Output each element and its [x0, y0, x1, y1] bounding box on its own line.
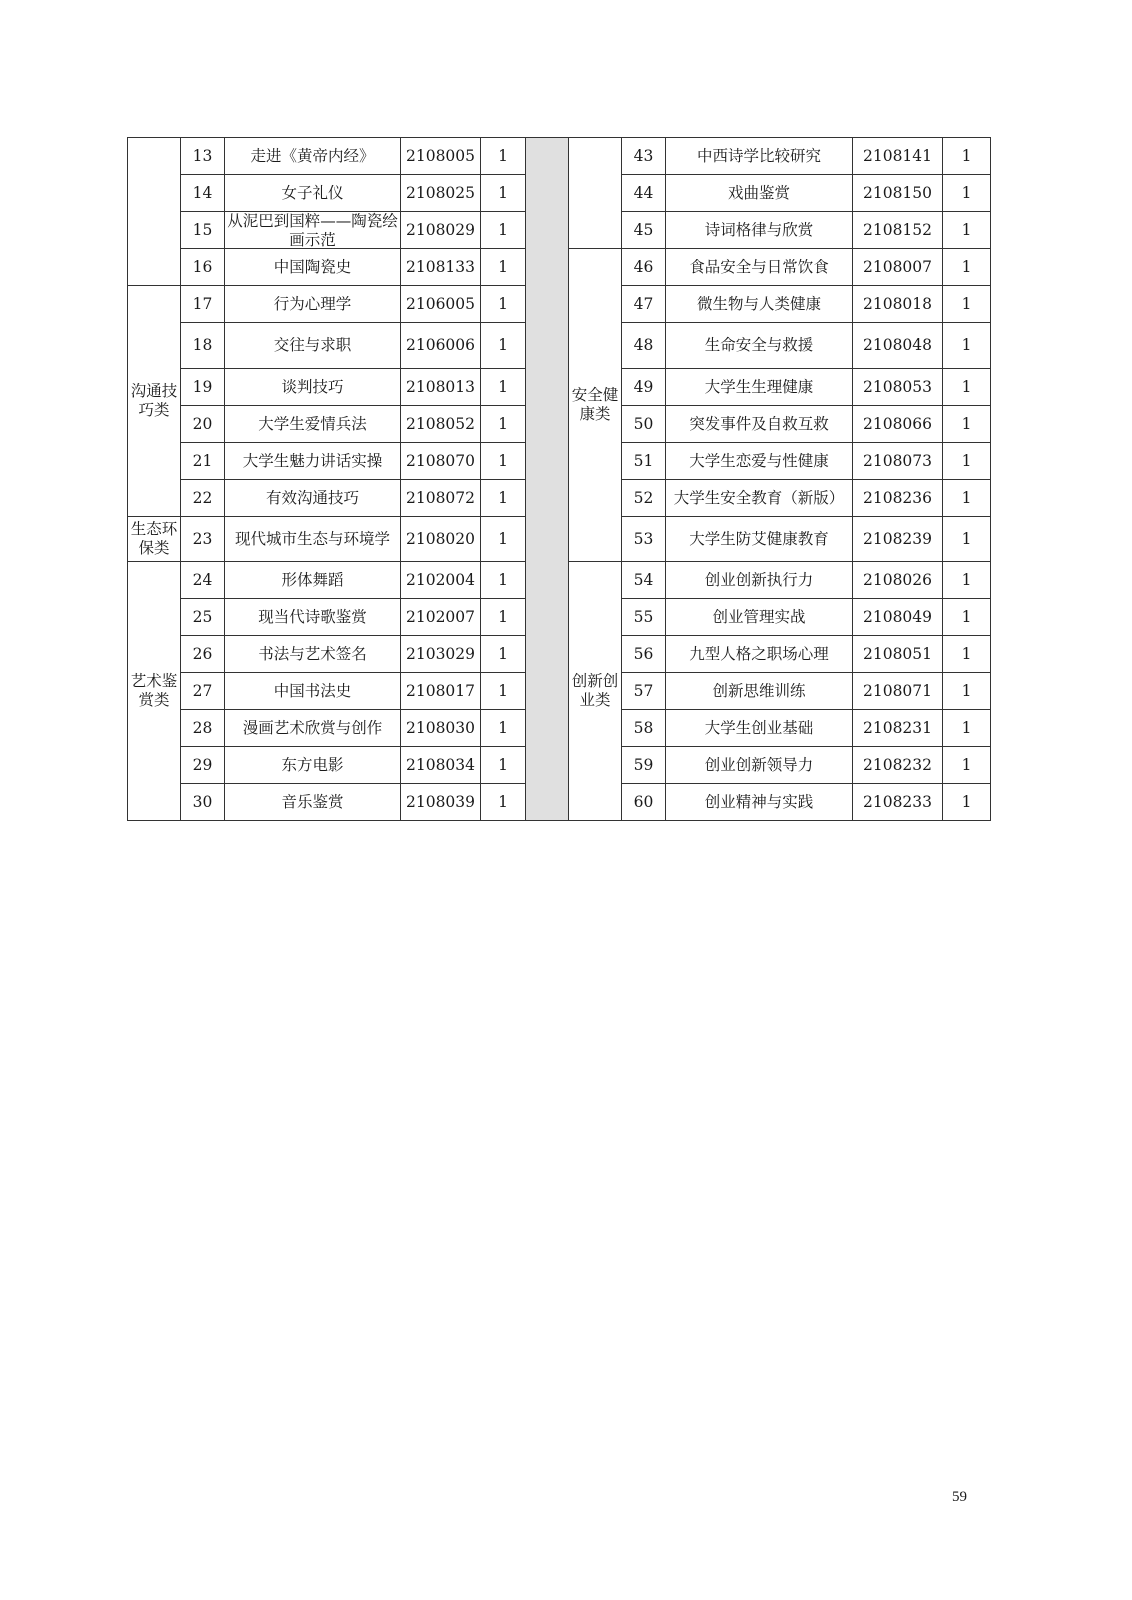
course-credit: 1: [481, 517, 526, 562]
course-code: 2108071: [853, 673, 943, 710]
course-credit: 1: [943, 443, 991, 480]
course-number: 29: [181, 747, 225, 784]
course-code: 2108231: [853, 710, 943, 747]
course-credit: 1: [481, 175, 526, 212]
course-name: 走进《黄帝内经》: [225, 138, 401, 175]
course-name: [225, 212, 401, 249]
course-code: 2108070: [401, 443, 481, 480]
course-code: 2108239: [853, 517, 943, 562]
course-number: 20: [181, 406, 225, 443]
course-name: 音乐鉴赏: [225, 784, 401, 821]
course-name: 中国书法史: [225, 673, 401, 710]
course-code: 2108049: [853, 599, 943, 636]
course-name: 有效沟通技巧: [225, 480, 401, 517]
course-name: 大学生恋爱与性健康: [666, 443, 853, 480]
course-number: 24: [181, 562, 225, 599]
course-name: 东方电影: [225, 747, 401, 784]
course-code: 2108236: [853, 480, 943, 517]
course-credit: 1: [481, 249, 526, 286]
course-credit: 1: [481, 636, 526, 673]
course-name: 谈判技巧: [225, 369, 401, 406]
course-code: 2108018: [853, 286, 943, 323]
course-code: 2108007: [853, 249, 943, 286]
course-number: 52: [622, 480, 666, 517]
course-number: 51: [622, 443, 666, 480]
course-name: 女子礼仪: [225, 175, 401, 212]
course-credit: 1: [943, 175, 991, 212]
course-number: 50: [622, 406, 666, 443]
course-number: 54: [622, 562, 666, 599]
course-name: 行为心理学: [225, 286, 401, 323]
course-credit: 1: [943, 673, 991, 710]
course-credit: 1: [943, 480, 991, 517]
course-credit: 1: [481, 138, 526, 175]
category-cell: 生态环保类: [128, 517, 181, 562]
course-name: 诗词格律与欣赏: [666, 212, 853, 249]
course-credit: 1: [481, 562, 526, 599]
course-code: 2102007: [401, 599, 481, 636]
course-credit: 1: [943, 249, 991, 286]
course-name: 大学生防艾健康教育: [666, 517, 853, 562]
course-name: 现代城市生态与环境学: [225, 517, 401, 562]
course-number: 21: [181, 443, 225, 480]
course-credit: 1: [943, 710, 991, 747]
course-number: 27: [181, 673, 225, 710]
course-name: 创业管理实战: [666, 599, 853, 636]
course-name: 戏曲鉴赏: [666, 175, 853, 212]
course-credit: 1: [481, 443, 526, 480]
course-name: 大学生生理健康: [666, 369, 853, 406]
course-name-text: 从泥巴到国粹——陶瓷绘画示范: [227, 212, 398, 248]
course-name: 大学生创业基础: [666, 710, 853, 747]
course-credit: 1: [481, 747, 526, 784]
category-cell: [128, 138, 181, 286]
course-credit: 1: [943, 212, 991, 249]
course-number: 47: [622, 286, 666, 323]
course-number: 56: [622, 636, 666, 673]
course-credit: 1: [481, 406, 526, 443]
course-credit: 1: [481, 212, 526, 249]
course-number: 53: [622, 517, 666, 562]
course-number: 17: [181, 286, 225, 323]
course-credit: 1: [481, 286, 526, 323]
category-cell: 沟通技巧类: [128, 286, 181, 517]
course-name: 创业创新执行力: [666, 562, 853, 599]
course-credit: 1: [943, 323, 991, 369]
category-cell: [569, 138, 622, 249]
course-code: 2108066: [853, 406, 943, 443]
course-number: 13: [181, 138, 225, 175]
course-number: 43: [622, 138, 666, 175]
course-name: 创新思维训练: [666, 673, 853, 710]
course-code: 2108025: [401, 175, 481, 212]
course-credit: 1: [481, 323, 526, 369]
course-number: 22: [181, 480, 225, 517]
course-table: [127, 137, 991, 821]
course-number: 55: [622, 599, 666, 636]
course-code: 2108233: [853, 784, 943, 821]
course-name: 突发事件及自救互救: [666, 406, 853, 443]
course-name: 生命安全与救援: [666, 323, 853, 369]
course-credit: 1: [481, 480, 526, 517]
course-credit: 1: [943, 636, 991, 673]
course-name: 创业精神与实践: [666, 784, 853, 821]
course-number: 46: [622, 249, 666, 286]
course-code: 2108020: [401, 517, 481, 562]
course-code: 2108029: [401, 212, 481, 249]
course-number: 19: [181, 369, 225, 406]
course-number: 44: [622, 175, 666, 212]
course-credit: 1: [481, 369, 526, 406]
course-credit: 1: [481, 599, 526, 636]
course-number: 18: [181, 323, 225, 369]
course-name: 大学生爱情兵法: [225, 406, 401, 443]
course-number: 28: [181, 710, 225, 747]
course-code: 2108152: [853, 212, 943, 249]
course-credit: 1: [943, 369, 991, 406]
course-number: 26: [181, 636, 225, 673]
course-credit: 1: [481, 710, 526, 747]
course-number: 15: [181, 212, 225, 249]
course-credit: 1: [943, 562, 991, 599]
course-code: 2108026: [853, 562, 943, 599]
table-row: [128, 138, 991, 175]
course-name: 中国陶瓷史: [225, 249, 401, 286]
category-cell: 艺术鉴赏类: [128, 562, 181, 821]
course-number: 14: [181, 175, 225, 212]
course-code: 2108232: [853, 747, 943, 784]
course-credit: 1: [943, 517, 991, 562]
course-credit: 1: [943, 784, 991, 821]
course-code: 2106005: [401, 286, 481, 323]
course-number: 60: [622, 784, 666, 821]
course-number: 45: [622, 212, 666, 249]
course-name: 书法与艺术签名: [225, 636, 401, 673]
course-code: 2103029: [401, 636, 481, 673]
course-code: 2108051: [853, 636, 943, 673]
course-number: 30: [181, 784, 225, 821]
course-credit: 1: [481, 784, 526, 821]
course-credit: 1: [943, 138, 991, 175]
course-code: 2108141: [853, 138, 943, 175]
course-name: 交往与求职: [225, 323, 401, 369]
course-code: 2108052: [401, 406, 481, 443]
course-name: 中西诗学比较研究: [666, 138, 853, 175]
course-name: 微生物与人类健康: [666, 286, 853, 323]
course-number: 57: [622, 673, 666, 710]
course-code: 2108039: [401, 784, 481, 821]
category-cell: 安全健康类: [569, 249, 622, 562]
course-code: 2108073: [853, 443, 943, 480]
course-number: 23: [181, 517, 225, 562]
page-number: 59: [952, 1489, 967, 1505]
course-code: 2108005: [401, 138, 481, 175]
course-name: 大学生魅力讲话实操: [225, 443, 401, 480]
course-code: 2108150: [853, 175, 943, 212]
course-code: 2108053: [853, 369, 943, 406]
course-code: 2108030: [401, 710, 481, 747]
course-name: 漫画艺术欣赏与创作: [225, 710, 401, 747]
course-name: 大学生安全教育（新版）: [666, 480, 853, 517]
course-name: 创业创新领导力: [666, 747, 853, 784]
course-name: 九型人格之职场心理: [666, 636, 853, 673]
course-code: 2102004: [401, 562, 481, 599]
course-number: 49: [622, 369, 666, 406]
course-name: 现当代诗歌鉴赏: [225, 599, 401, 636]
course-number: 25: [181, 599, 225, 636]
category-cell: 创新创业类: [569, 562, 622, 821]
course-code: 2108017: [401, 673, 481, 710]
course-name: 食品安全与日常饮食: [666, 249, 853, 286]
column-divider: [526, 138, 569, 821]
course-code: 2108072: [401, 480, 481, 517]
course-number: 16: [181, 249, 225, 286]
course-credit: 1: [943, 747, 991, 784]
course-code: 2108048: [853, 323, 943, 369]
course-credit: 1: [943, 599, 991, 636]
course-number: 58: [622, 710, 666, 747]
course-number: 59: [622, 747, 666, 784]
course-code: 2108133: [401, 249, 481, 286]
course-name: 形体舞蹈: [225, 562, 401, 599]
course-credit: 1: [481, 673, 526, 710]
course-code: 2108013: [401, 369, 481, 406]
course-number: 48: [622, 323, 666, 369]
course-credit: 1: [943, 286, 991, 323]
course-credit: 1: [943, 406, 991, 443]
course-code: 2108034: [401, 747, 481, 784]
course-code: 2106006: [401, 323, 481, 369]
